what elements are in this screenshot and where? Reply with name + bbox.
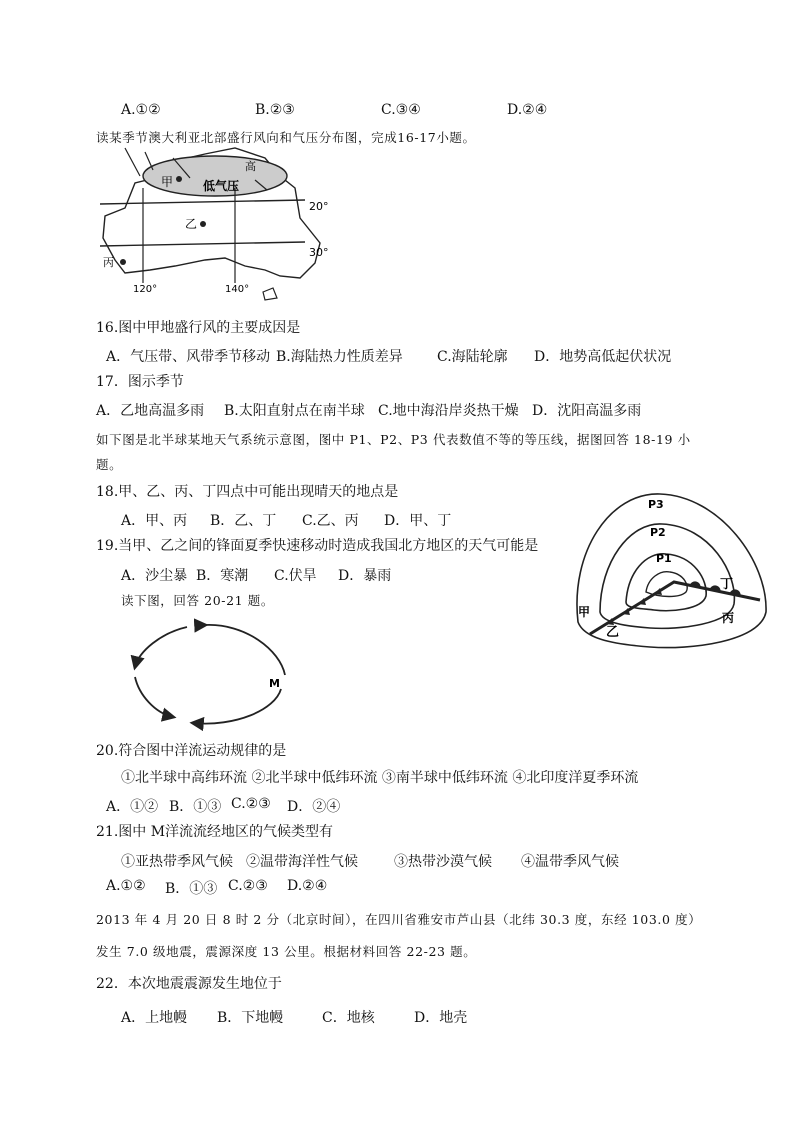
q15-option-b: B.②③ [255, 102, 295, 118]
q21-option-d: D.②④ [287, 878, 328, 894]
q18-option-b: B．乙、丁 [210, 513, 277, 529]
q15-option-c: C.③④ [381, 102, 421, 118]
q19-option-a: A．沙尘暴 [121, 568, 188, 584]
q16-stem: 16.图中甲地盛行风的主要成因是 [96, 320, 301, 336]
material-line1: 2013 年 4 月 20 日 8 时 2 分（北京时间），在四川省雅安市芦山县（北纬 30.3 度，东经 103.0 度） [96, 912, 702, 927]
q20-option-d: D．②④ [287, 799, 341, 815]
q21-option-b: B．①③ [165, 881, 218, 897]
australia-wind-pressure-map [95, 148, 335, 298]
intro-20-21: 读下图，回答 20-21 题。 [121, 593, 274, 608]
map2-p2-text: P2 [650, 526, 666, 539]
q21-item-1: ①亚热带季风气候 [121, 854, 233, 870]
intro-18-19-line1: 如下图是北半球某地天气系统示意图，图中 P1、P2、P3 代表数值不等的等压线，据图回答 18-19 小 [96, 432, 691, 447]
q20-option-c: C.②③ [231, 796, 271, 812]
q22-option-d: D．地壳 [414, 1010, 468, 1026]
q20-option-a: A．①② [106, 799, 159, 815]
q18-stem: 18.甲、乙、丙、丁四点中可能出现晴天的地点是 [96, 484, 399, 500]
map2-label-bing: 丙 [722, 611, 735, 625]
ocean-current-diagram [125, 615, 295, 735]
map2-label-p2 [650, 526, 666, 539]
q21-option-c: C.②③ [228, 878, 268, 894]
q18-option-d: D．甲、丁 [384, 513, 452, 529]
q21-item-3: ③热带沙漠气候 [394, 854, 492, 870]
q22-stem: 22．本次地震震源发生地位于 [96, 976, 282, 992]
q19-option-c: C.伏旱 [274, 568, 317, 584]
map2-label-p3 [648, 498, 664, 511]
q22-option-b: B．下地幔 [217, 1010, 284, 1026]
map1-label-hi: 高 [245, 160, 256, 173]
map2-label-p1 [656, 552, 672, 565]
q17-option-d: D．沈阳高温多雨 [532, 403, 642, 419]
q16-option-d: D．地势高低起伏状况 [534, 349, 672, 365]
q21-option-a: A.①② [106, 878, 146, 894]
q19-option-d: D．暴雨 [338, 568, 392, 584]
map1-lon-140: 140° [225, 284, 250, 295]
q21-stem: 21.图中 M洋流流经地区的气候类型有 [96, 824, 334, 840]
q19-stem: 19.当甲、乙之间的锋面夏季快速移动时造成我国北方地区的天气可能是 [96, 538, 539, 554]
map1-lon-120: 120° [133, 284, 158, 295]
q22-option-a: A．上地幔 [121, 1010, 188, 1026]
map1-label-jia: 甲 [161, 175, 174, 189]
q17-option-c: C.地中海沿岸炎热干燥 [378, 403, 519, 419]
q20-items: ①北半球中高纬环流 ②北半球中低纬环流 ③南半球中低纬环流 ④北印度洋夏季环流 [121, 770, 639, 786]
map2-label-yi: 乙 [606, 625, 620, 640]
q22-option-c: C．地核 [322, 1010, 375, 1026]
map2-label-jia: 甲 [578, 605, 591, 619]
q16-option-c: C.海陆轮廓 [437, 349, 508, 365]
q17-option-a: A．乙地高温多雨 [96, 403, 205, 419]
intro-18-19-line2: 题。 [96, 457, 123, 472]
map1-label-bing: 丙 [103, 256, 114, 269]
map2-p1-text: P1 [656, 552, 672, 565]
map1-label-yi: 乙 [185, 217, 198, 231]
map1-lat-30: 30° [309, 246, 329, 259]
q17-option-b: B.太阳直射点在南半球 [224, 403, 365, 419]
q20-stem: 20.符合图中洋流运动规律的是 [96, 743, 287, 759]
q20-option-b: B．①③ [169, 799, 222, 815]
q21-item-2: ②温带海洋性气候 [246, 854, 358, 870]
material-line2: 发生 7.0 级地震，震源深度 13 公里。根据材料回答 22-23 题。 [96, 944, 477, 959]
map1-label-low: 低气压 [203, 179, 240, 193]
q16-option-b: B.海陆热力性质差异 [276, 349, 403, 365]
intro-16-17: 读某季节澳大利亚北部盛行风向和气压分布图，完成16-17小题。 [96, 130, 476, 145]
q15-option-d: D.②④ [507, 102, 548, 118]
q18-option-a: A．甲、丙 [121, 513, 188, 529]
map1-lat-20: 20° [309, 200, 329, 213]
q18-option-c: C.乙、丙 [302, 513, 359, 529]
q19-option-b: B．寒潮 [196, 568, 249, 584]
q16-option-a: A．气压带、风带季节移动 [106, 349, 271, 365]
current-label-m: M [269, 677, 280, 690]
weather-system-diagram [570, 492, 770, 650]
map2-label-ding: 丁 [720, 577, 734, 592]
q17-stem: 17．图示季节 [96, 374, 184, 390]
q21-item-4: ④温带季风气候 [521, 854, 619, 870]
map2-p3-text: P3 [648, 498, 664, 511]
q15-option-a: A.①② [121, 102, 161, 118]
